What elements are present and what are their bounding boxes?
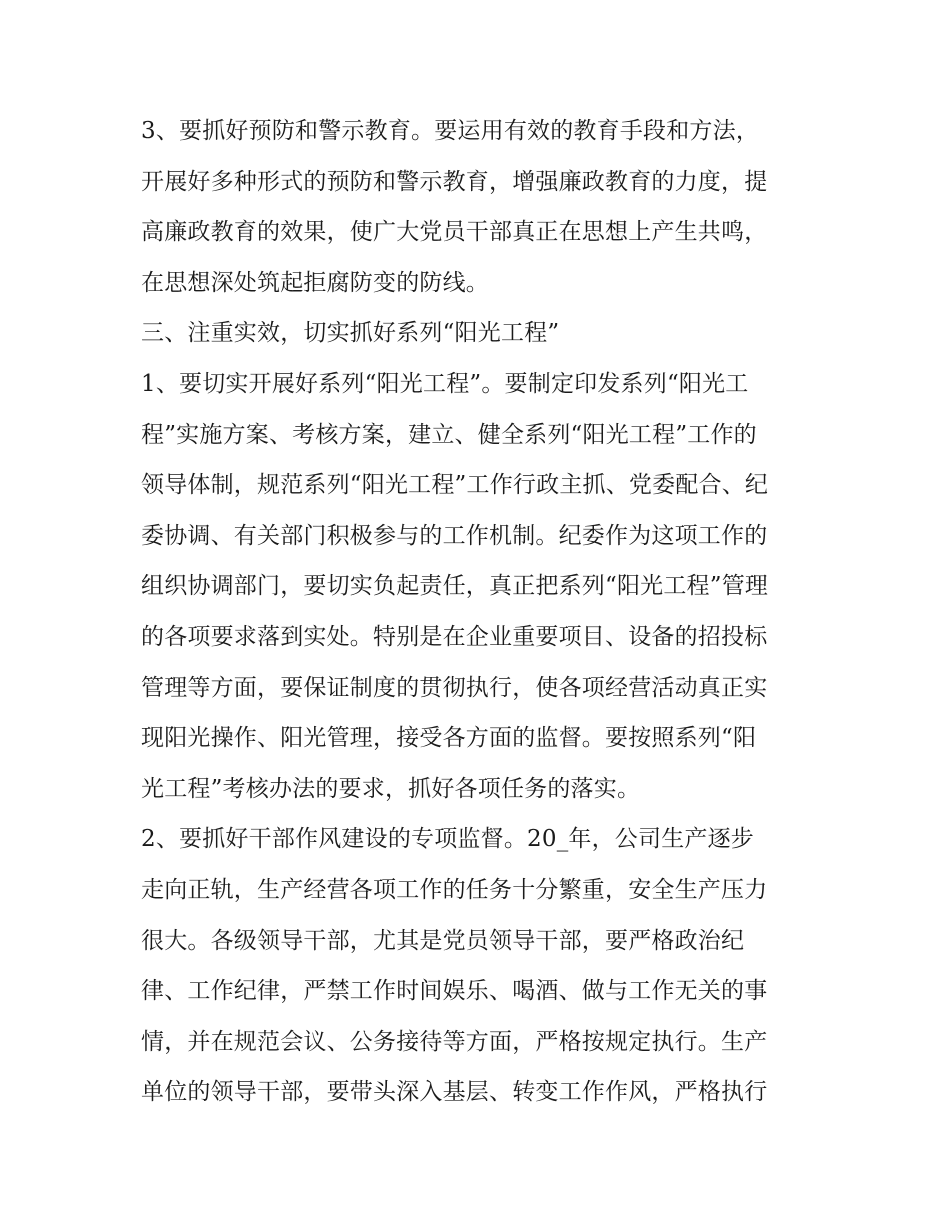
text-line: 3、要抓好预防和警示教育。要运用有效的教育手段和方法， [141, 118, 760, 144]
text-line: 现阳光操作、阳光管理，接受各方面的监督。要按照系列“阳 [141, 725, 757, 752]
text-line: 高廉政教育的效果，使广大党员干部真正在思想上产生共鸣， [141, 219, 768, 246]
text-line: 组织协调部门，要切实负起责任，真正把系列“阳光工程”管理 [141, 573, 769, 600]
text-line: 1、要切实开展好系列“阳光工程”。要制定印发系列“阳光工 [141, 370, 749, 397]
text-line: 委协调、有关部门积极参与的工作机制。纪委作为这项工作的 [141, 522, 768, 549]
text-line: 2、要抓好干部作风建设的专项监督。20_年，公司生产逐步 [141, 826, 754, 853]
text-line: 开展好多种形式的预防和警示教育，增强廉政教育的力度，提 [141, 168, 768, 195]
text-line: 程”实施方案、考核方案，建立、健全系列“阳光工程”工作的 [141, 421, 757, 448]
document-body [141, 106, 813, 1118]
text-line: 领导体制，规范系列“阳光工程”工作行政主抓、党委配合、纪 [141, 472, 769, 499]
text-line: 情，并在规范会议、公务接待等方面，严格按规定执行。生产 [141, 1028, 768, 1055]
text-line: 光工程”考核办法的要求，抓好各项任务的落实。 [141, 775, 641, 802]
text-line: 很大。各级领导干部，尤其是党员领导干部，要严格政治纪 [141, 927, 745, 954]
text-line: 律、工作纪律，严禁工作时间娱乐、喝酒、做与工作无关的事 [141, 978, 768, 1005]
text-line: 在思想深处筑起拒腐防变的防线。 [141, 269, 489, 296]
section-heading: 三、注重实效，切实抓好系列“阳光工程” [141, 320, 560, 347]
text-line: 的各项要求落到实处。特别是在企业重要项目、设备的招投标 [141, 623, 768, 650]
text-line: 管理等方面，要保证制度的贯彻执行，使各项经营活动真正实 [141, 674, 768, 701]
text-line: 单位的领导干部，要带头深入基层、转变工作作风，严格执行 [141, 1079, 768, 1106]
text-line: 走向正轨，生产经营各项工作的任务十分繁重，安全生产压力 [141, 876, 768, 903]
